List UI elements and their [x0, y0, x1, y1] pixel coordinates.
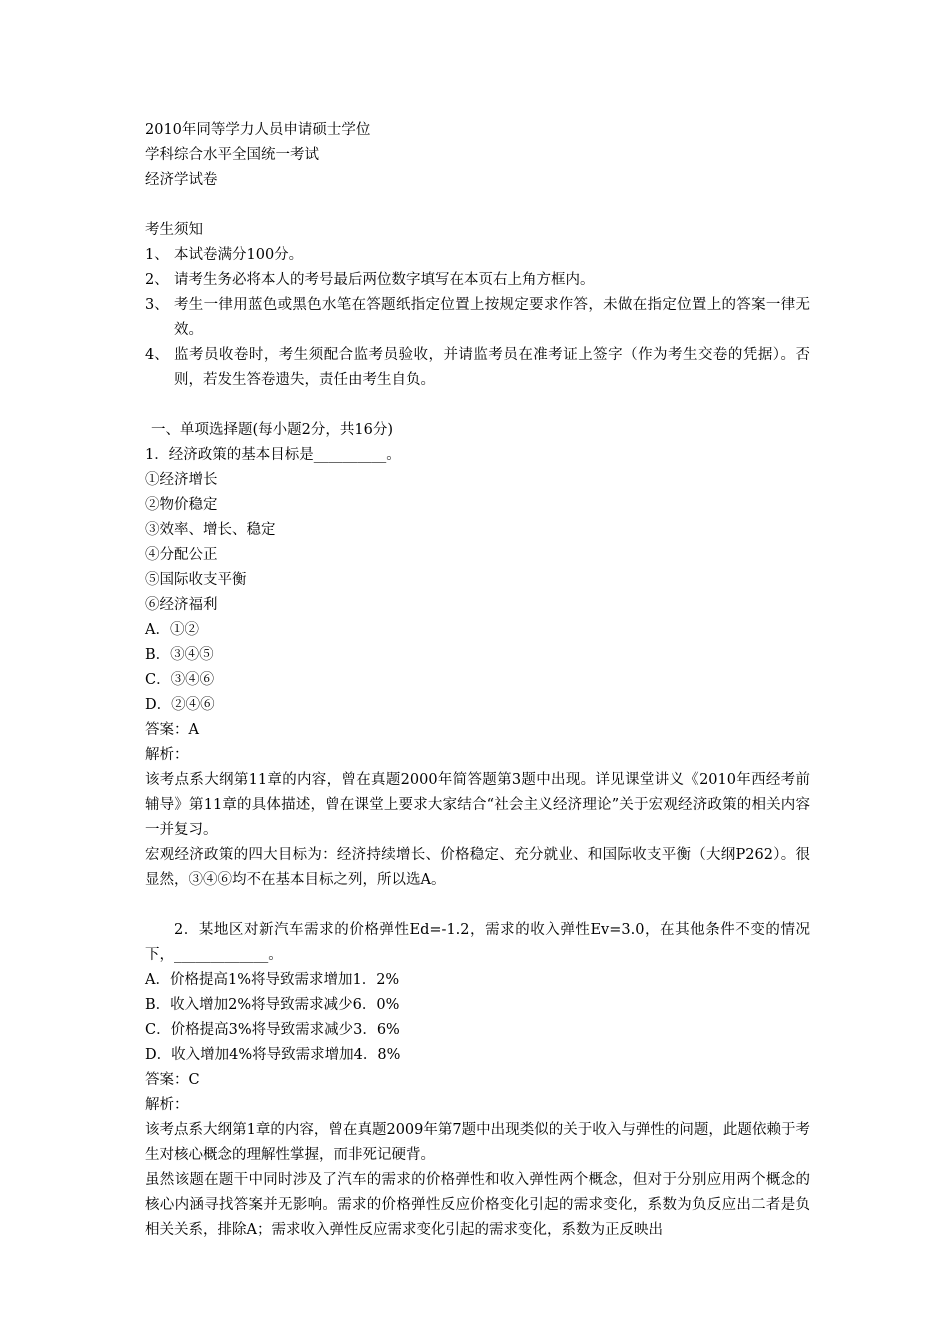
question-1-item: ①经济增长 [145, 472, 218, 488]
exam-document [145, 118, 810, 1243]
question-1-option: D．②④⑥ [145, 697, 215, 713]
question-1-item: ②物价稳定 [145, 497, 218, 513]
notice-item-number: 1、 [145, 247, 169, 263]
notice-item-text: 考生一律用蓝色或黑色水笔在答题纸指定位置上按规定要求作答，未做在指定位置上的答案一律无效。 [174, 297, 810, 338]
notice-item-number: 4、 [145, 347, 169, 363]
notice-item [145, 343, 810, 393]
question-2-option: B．收入增加2%将导致需求减少6．0% [145, 997, 400, 1013]
question-1-analysis-paragraph: 宏观经济政策的四大目标为：经济持续增长、价格稳定、充分就业、和国际收支平衡（大纲P262）。很显然，③④⑥均不在基本目标之列，所以选A。 [145, 847, 810, 888]
question-1-item: ⑥经济福利 [145, 597, 218, 613]
question-1-item: ⑤国际收支平衡 [145, 572, 247, 588]
notice-item [145, 293, 810, 343]
question-1-option: A．①② [145, 622, 199, 638]
question-1-item: ④分配公正 [145, 547, 218, 563]
notice-item [145, 268, 810, 293]
notice-item [145, 243, 810, 268]
header-line-2: 学科综合水平全国统一考试 [145, 147, 319, 163]
header-line-1: 2010年同等学力人员申请硕士学位 [145, 122, 371, 138]
question-2-option: A．价格提高1%将导致需求增加1．2% [145, 972, 400, 988]
question-2-option: C．价格提高3%将导致需求减少3．6% [145, 1022, 400, 1038]
question-1-item: ③效率、增长、稳定 [145, 522, 276, 538]
notice-item-text: 本试卷满分100分。 [174, 247, 304, 263]
question-1-analysis-paragraph: 该考点系大纲第11章的内容，曾在真题2000年简答题第3题中出现。详见课堂讲义《2010年西经考前辅导》第11章的具体描述，曾在课堂上要求大家结合“社会主义经济理论”关于宏观经济政策的相关内容一并复习。 [145, 772, 810, 838]
question-1-option: C．③④⑥ [145, 672, 215, 688]
question-2-analysis-paragraph: 虽然该题在题干中同时涉及了汽车的需求的价格弹性和收入弹性两个概念，但对于分别应用两个概念的核心内涵寻找答案并无影响。需求的价格弹性反应价格变化引起的需求变化，系数为负反应出二者是负相关关系，排除A；需求收入弹性反应需求变化引起的需求变化，系数为正反映出 [145, 1172, 810, 1238]
question-1-stem: 1．经济政策的基本目标是__________。 [145, 447, 401, 463]
question-2-analysis-label: 解析： [145, 1097, 189, 1113]
header-line-3: 经济学试卷 [145, 172, 218, 188]
notice-item-text: 监考员收卷时，考生须配合监考员验收，并请监考员在准考证上签字（作为考生交卷的凭据）。否则，若发生答卷遗失，责任由考生自负。 [174, 347, 810, 388]
question-1-analysis-label: 解析： [145, 747, 189, 763]
notice-item-number: 2、 [145, 272, 169, 288]
question-1-answer: 答案：A [145, 722, 199, 738]
question-2-option: D．收入增加4%将导致需求增加4．8% [145, 1047, 401, 1063]
notice-title: 考生须知 [145, 222, 203, 238]
notice-item-number: 3、 [145, 297, 169, 313]
question-1-option: B．③④⑤ [145, 647, 214, 663]
question-2-analysis-paragraph: 该考点系大纲第1章的内容，曾在真题2009年第7题中出现类似的关于收入与弹性的问题，此题依赖于考生对核心概念的理解性掌握，而非死记硬背。 [145, 1122, 810, 1163]
section-title: 一、单项选择题(每小题2分，共16分) [151, 422, 393, 438]
question-2-stem: 2．某地区对新汽车需求的价格弹性Ed=-1.2，需求的收入弹性Ev=3.0，在其他条件不变的情况下，_____________。 [145, 922, 810, 963]
notice-item-text: 请考生务必将本人的考号最后两位数字填写在本页右上角方框内。 [174, 272, 595, 288]
question-2-answer: 答案：C [145, 1072, 200, 1088]
